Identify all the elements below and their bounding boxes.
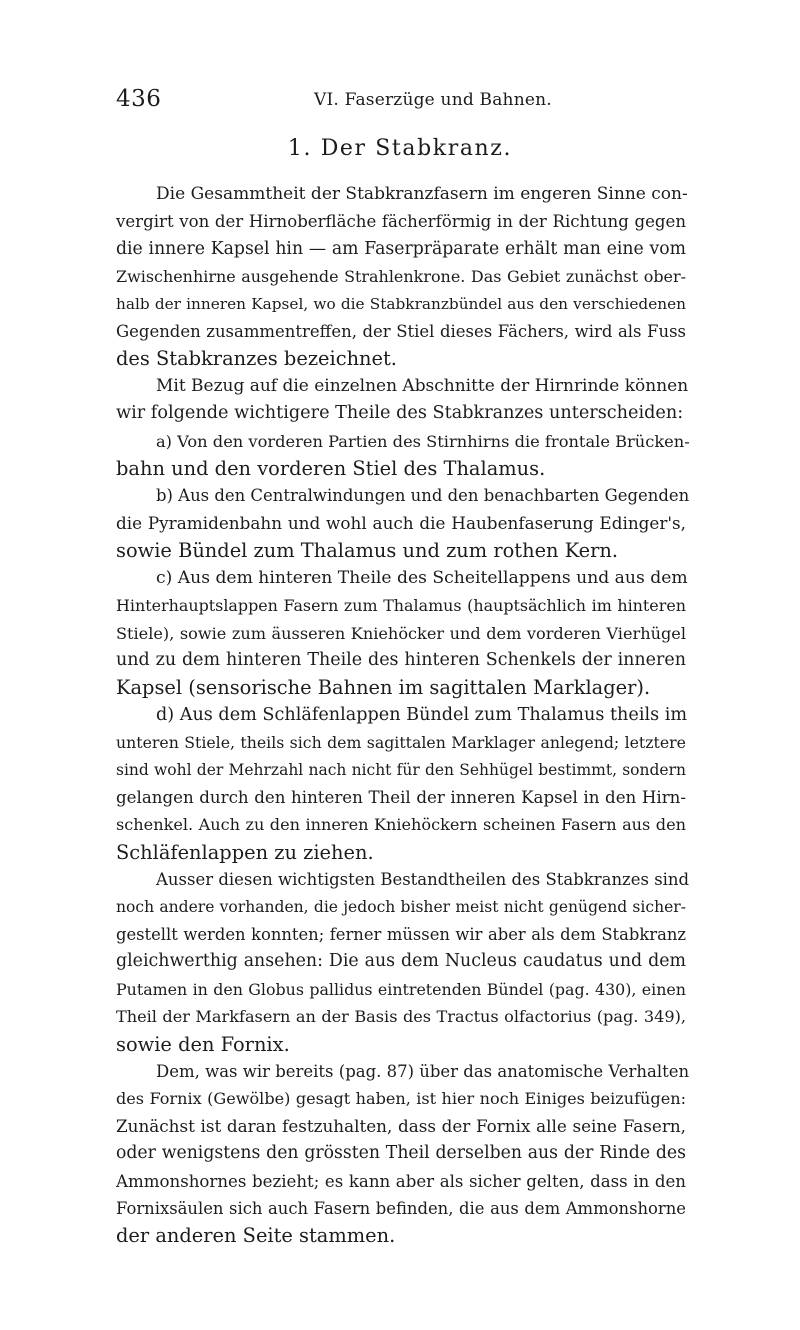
text-line: Kapsel (sensorische Bahnen im sagittalen Marklager). (116, 676, 651, 700)
text-line: Zunächst ist daran festzuhalten, dass der Fornix alle seine Fasern, (116, 1115, 686, 1136)
text-line: Theil der Markfasern an der Basis des Tractus olfactorius (pag. 349), (116, 1007, 686, 1027)
text-line: der anderen Seite stammen. (116, 1224, 396, 1248)
page-header (116, 86, 686, 116)
text-line: gelangen durch den hinteren Theil der inneren Kapsel in den Hirn- (116, 787, 686, 807)
section-title: 1. Der Stabkranz. (287, 136, 513, 161)
text-line: b) Aus den Centralwindungen und den benachbarten Gegenden (156, 486, 690, 506)
text-line: c) Aus dem hinteren Theile des Scheitellappens und aus dem (156, 567, 688, 588)
text-line: die innere Kapsel hin — am Faserpräparate erhält man eine vom (116, 238, 686, 259)
text-line: Die Gesammtheit der Stabkranzfasern im engeren Sinne con- (156, 184, 688, 204)
text-line: schenkel. Auch zu den inneren Kniehöckern scheinen Fasern aus den (116, 815, 686, 835)
text-line: und zu dem hinteren Theile des hinteren Schenkels der inneren (116, 649, 686, 670)
text-line: Hinterhauptslappen Fasern zum Thalamus (hauptsächlich im hinteren (116, 596, 686, 616)
text-line: Mit Bezug auf die einzelnen Abschnitte der Hirnrinde können (156, 375, 689, 396)
text-line: Schläfenlappen zu ziehen. (116, 840, 374, 864)
text-line: halb der inneren Kapsel, wo die Stabkranzbündel aus den verschiedenen (116, 294, 686, 313)
text-line: Putamen in den Globus pallidus eintretenden Bündel (pag. 430), einen (116, 979, 686, 999)
text-line: Fornixsäulen sich auch Fasern befinden, die aus dem Ammonshorne (116, 1199, 686, 1219)
text-line: wir folgende wichtigere Theile des Stabkranzes unterscheiden: (116, 403, 684, 424)
text-line: unteren Stiele, theils sich dem sagittalen Marklager anlegend; letztere (116, 733, 686, 753)
text-line: des Stabkranzes bezeichnet. (116, 347, 397, 371)
text-line: Dem, was wir bereits (pag. 87) über das anatomische Verhalten (156, 1062, 690, 1081)
text-line: Ammonshornes bezieht; es kann aber als sicher gelten, dass in den (116, 1171, 686, 1191)
text-line: sowie den Fornix. (116, 1032, 290, 1056)
text-line: die Pyramidenbahn und wohl auch die Haubenfaserung Edinger's, (116, 512, 686, 533)
text-line: gestellt werden konnten; ferner müssen wir aber als dem Stabkranz (116, 924, 686, 944)
running-head: VI. Faserzüge und Bahnen. (314, 90, 552, 110)
text-line: sind wohl der Mehrzahl nach nicht für den Sehhügel bestimmt, sondern (116, 760, 686, 779)
text-line: Gegenden zusammentreffen, der Stiel dieses Fächers, wird als Fuss (116, 322, 686, 342)
text-line: a) Von den vorderen Partien des Stirnhirns die frontale Brücken- (156, 431, 690, 451)
text-line: bahn und den vorderen Stiel des Thalamus. (116, 457, 546, 481)
text-line: Ausser diesen wichtigsten Bestandtheilen des Stabkranzes sind (156, 870, 690, 890)
text-line: des Fornix (Gewölbe) gesagt haben, ist hier noch Einiges beizufügen: (116, 1089, 686, 1109)
text-line: vergirt von der Hirnoberfläche fächerförmig in der Richtung gegen (116, 212, 686, 232)
text-line: Zwischenhirne ausgehende Strahlenkrone. Das Gebiet zunächst ober- (116, 267, 686, 287)
text-line: Stiele), sowie zum äusseren Kniehöcker und dem vorderen Vierhügel (116, 623, 686, 643)
text-line: d) Aus dem Schläfenlappen Bündel zum Thalamus theils im (156, 704, 688, 725)
text-line: gleichwerthig ansehen: Die aus dem Nucleus caudatus und dem (116, 951, 686, 972)
body-text (116, 181, 690, 1250)
text-line: noch andere vorhanden, die jedoch bisher meist nicht genügend sicher- (116, 897, 686, 916)
page-number: 436 (116, 86, 162, 112)
text-line: sowie Bündel zum Thalamus und zum rothen Kern. (116, 539, 619, 563)
text-line: oder wenigstens den grössten Theil derselben aus der Rinde des (116, 1143, 686, 1164)
